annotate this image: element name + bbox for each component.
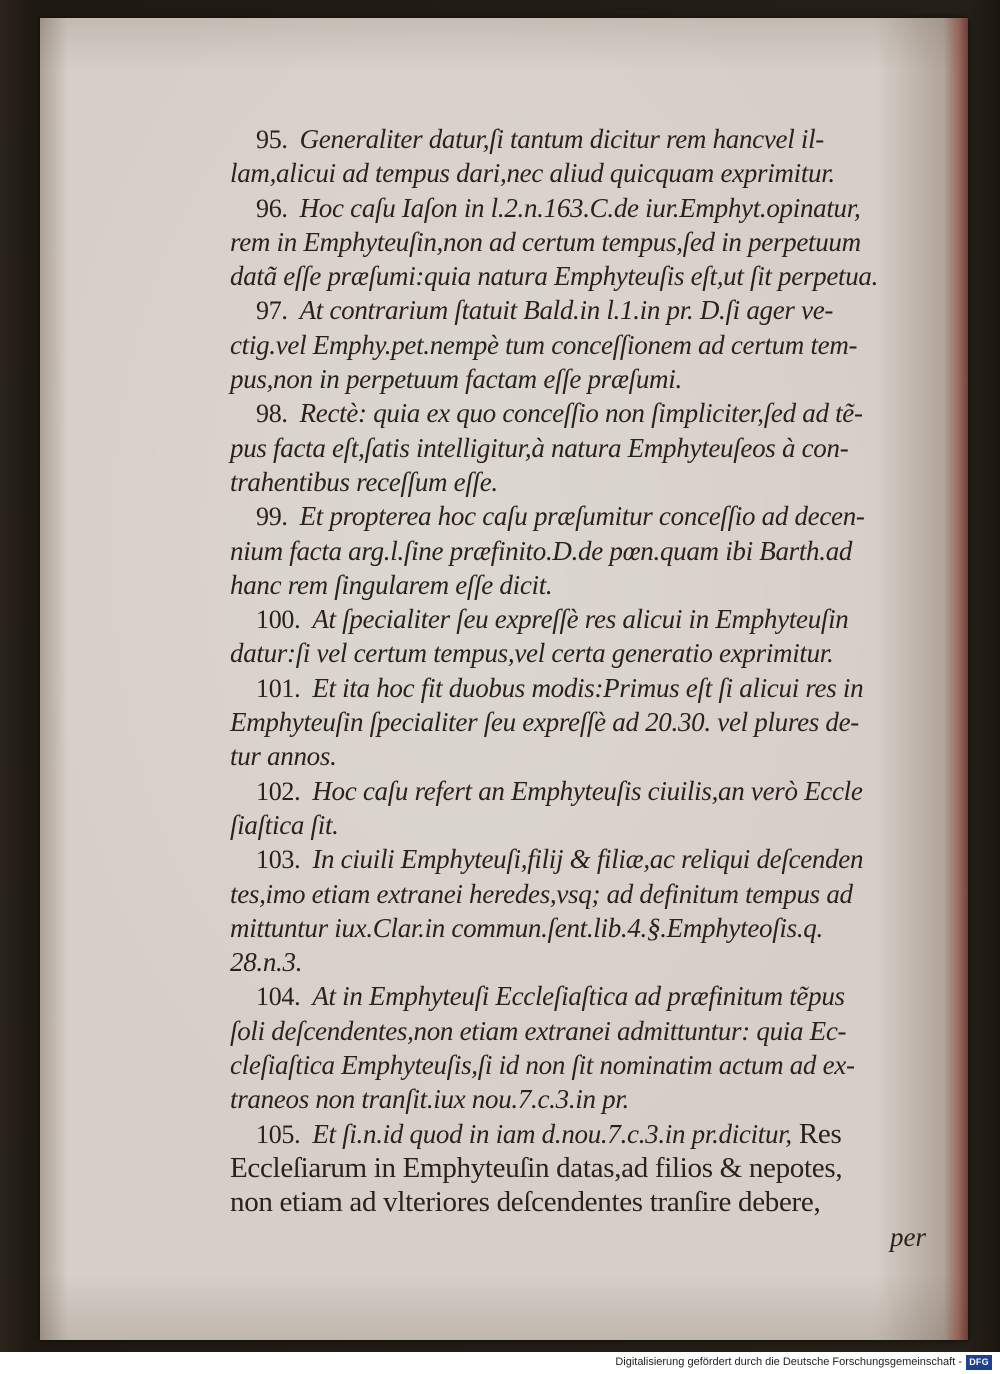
text-line — [230, 671, 926, 705]
text-line — [230, 156, 926, 190]
text-line — [230, 705, 926, 739]
line-text: At contrarium ſtatuit Bald.in l.1.in pr. D.ſi ager ve- — [299, 295, 834, 326]
text-line — [230, 328, 926, 362]
line-text: Eccleſiarum in Emphyteuſin datas,ad filios & nepotes, — [230, 1151, 843, 1184]
paragraph-number: 105. — [256, 1119, 301, 1149]
line-text: 28.n.3. — [230, 947, 303, 978]
text-line — [230, 122, 926, 156]
paragraph-number: 102. — [256, 776, 301, 806]
text-line — [230, 225, 926, 259]
line-text: ſiaſtica ſit. — [230, 809, 339, 840]
paragraph-number: 103. — [256, 845, 301, 875]
page-text-block — [230, 122, 926, 1254]
line-text: cleſiaſtica Emphyteuſis,ſi id non ſit nominatim actum ad ex- — [230, 1050, 855, 1081]
text-line — [230, 568, 926, 602]
text-line — [230, 499, 926, 533]
text-line — [230, 945, 926, 979]
text-line — [230, 1117, 926, 1151]
text-line — [230, 191, 926, 225]
text-line — [230, 636, 926, 670]
text-line — [230, 1185, 926, 1219]
text-line — [230, 808, 926, 842]
text-line — [230, 362, 926, 396]
line-text: In ciuili Emphyteuſi,filij & filiæ,ac reliqui deſcenden — [312, 844, 864, 875]
text-line — [230, 1014, 926, 1048]
paragraph-number: 100. — [256, 605, 301, 635]
line-text: pus facta eſt,ſatis intelligitur,à natura Emphyteuſeos à con- — [230, 432, 849, 463]
digitization-footer — [0, 1352, 1000, 1374]
line-text: nium facta arg.l.ſine præfinito.D.de pœn.quam ibi Barth.ad — [230, 535, 853, 566]
line-text: mittuntur iux.Clar.in commun.ſent.lib.4.§.Emphyteoſis.q. — [230, 912, 823, 943]
line-text: Et ita hoc fit duobus modis:Primus eſt ſi alicui res in — [312, 672, 864, 703]
line-text: trahentibus receſſum eſſe. — [230, 466, 498, 497]
line-text: non etiam ad vlteriores deſcendentes tranſire debere, — [230, 1186, 821, 1219]
dfg-logo: DFG — [966, 1355, 992, 1370]
text-line — [230, 1082, 926, 1116]
text-line — [230, 979, 926, 1013]
paragraph-number: 101. — [256, 673, 301, 703]
text-line — [230, 774, 926, 808]
line-text: tes,imo etiam extranei heredes,vsq; ad definitum tempus ad — [230, 878, 853, 909]
page-fore-edge — [944, 18, 968, 1340]
line-text: Hoc caſu Iaſon in l.2.n.163.C.de iur.Emphyt.opinatur, — [299, 192, 861, 223]
text-line — [230, 431, 926, 465]
line-text: lam,alicui ad tempus dari,nec aliud quicquam exprimitur. — [230, 158, 835, 189]
text-line — [230, 602, 926, 636]
line-text: datã eſſe præſumi:quia natura Emphyteuſis eſt,ut ſit perpetua. — [230, 261, 879, 292]
line-text: Rectè: quia ex quo conceſſio non ſimpliciter,ſed ad tẽ- — [299, 398, 863, 429]
text-line — [230, 259, 926, 293]
line-text: rem in Emphyteuſin,non ad certum tempus,ſed in perpetuum — [230, 226, 861, 257]
text-line — [230, 911, 926, 945]
text-line — [230, 1048, 926, 1082]
text-line — [230, 877, 926, 911]
text-line — [230, 534, 926, 568]
paragraph-number: 96. — [256, 193, 288, 223]
line-text: hanc rem ſingularem eſſe dicit. — [230, 569, 553, 600]
line-text: Hoc caſu refert an Emphyteuſis ciuilis,an verò Eccle — [312, 775, 863, 806]
line-text: ctig.vel Emphy.pet.nempè tum conceſſionem ad certum tem- — [230, 329, 858, 360]
text-line — [230, 739, 926, 773]
line-text: tur annos. — [230, 741, 337, 772]
text-line — [230, 842, 926, 876]
line-text: traneos non tranſit.iux nou.7.c.3.in pr. — [230, 1084, 629, 1115]
paragraph-number: 95. — [256, 125, 288, 154]
text-line — [230, 1151, 926, 1185]
line-text: Generaliter datur,ſi tantum dicitur rem hancvel il- — [299, 124, 824, 154]
line-text: At in Emphyteuſi Eccleſiaſtica ad præfinitum tẽpus — [312, 981, 845, 1012]
line-text: At ſpecialiter ſeu expreſſè res alicui in Emphyteuſin — [312, 604, 849, 635]
text-line — [230, 396, 926, 430]
line-text: Et propterea hoc caſu præſumitur conceſſio ad decen- — [299, 501, 865, 532]
paragraph-number: 104. — [256, 982, 301, 1012]
text-line — [230, 465, 926, 499]
line-text: ſoli deſcendentes,non etiam extranei admittuntur: quia Ec- — [230, 1015, 847, 1046]
footer-credit-text: Digitalisierung gefördert durch die Deutsche Forschungsgemeinschaft - — [615, 1356, 962, 1368]
line-text: Et ſi.n.id quod in iam d.nou.7.c.3.in pr.dicitur, — [312, 1118, 792, 1149]
paragraph-number: 99. — [256, 502, 288, 532]
text-line — [230, 293, 926, 327]
paragraph-number: 97. — [256, 296, 288, 326]
line-text-roman: Res — [791, 1117, 842, 1150]
line-text: Emphyteuſin ſpecialiter ſeu expreſſè ad 20.30. vel plures de- — [230, 707, 860, 738]
line-text: pus,non in perpetuum factam eſſe præſumi. — [230, 364, 682, 395]
line-text: datur:ſi vel certum tempus,vel certa generatio exprimitur. — [230, 638, 834, 669]
paragraph-number: 98. — [256, 399, 288, 429]
catchword: per — [890, 1221, 926, 1252]
